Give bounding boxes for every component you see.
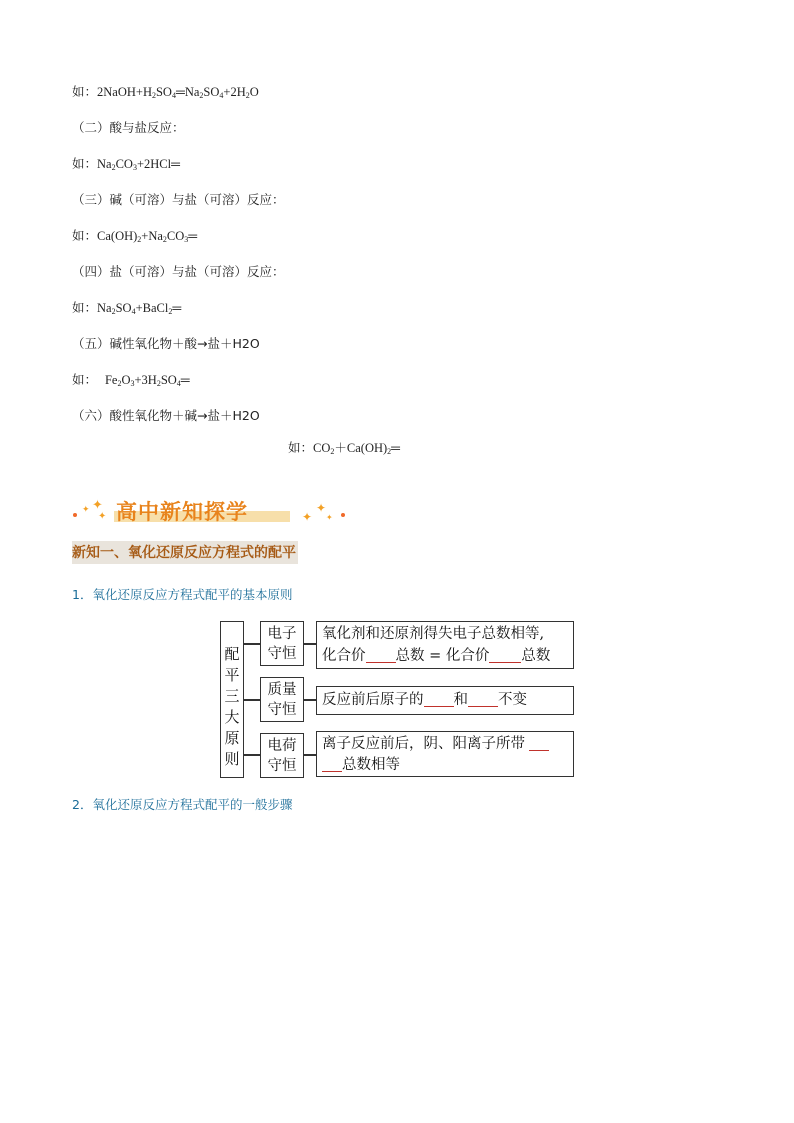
example-equation (72, 82, 259, 100)
node-label: 电子 守恒 (267, 626, 297, 662)
chemical-equation: $Ca(OH)_2+Na_2CO_3═$ (97, 229, 198, 244)
fill-blank (489, 646, 521, 663)
example-prefix: 如： (72, 300, 98, 315)
chemical-equation: $Na_2SO_4+BaCl_2═$ (97, 301, 182, 316)
fill-blank (529, 734, 549, 751)
diagram-connector (303, 643, 316, 645)
reaction-type-heading: （四）盐（可溶）与盐（可溶）反应： (72, 264, 285, 279)
diagram-connector (303, 699, 316, 701)
example-equation (72, 226, 197, 244)
desc-line (322, 689, 527, 711)
desc-text: 反应前后原子的 (322, 692, 424, 708)
sparkle-icon: ✦ (302, 510, 313, 524)
desc-text: 化合价 (322, 648, 366, 664)
example-prefix: 如： (288, 440, 314, 455)
desc-text: 总数 (521, 648, 551, 664)
chemical-equation: $Na_2CO_3+2HCl═$ (97, 157, 180, 172)
desc-text: 总数相等 (342, 757, 400, 773)
diagram-desc-charge (316, 731, 574, 777)
reaction-type-heading: （五）碱性氧化物＋酸→盐＋H2O (72, 336, 260, 351)
fill-blank (366, 646, 396, 663)
desc-line (322, 733, 549, 755)
banner-title: 高中新知探学 (116, 500, 248, 524)
example-prefix: 如： (72, 156, 98, 171)
sparkle-icon: ✦ (98, 511, 107, 522)
chemical-equation: $2NaOH+H_2SO_4═Na_2SO_4+2H_2O$ (97, 85, 259, 100)
diagram-connector (243, 699, 260, 701)
desc-line: 氧化剂和还原剂得失电子总数相等, (322, 626, 545, 642)
diagram-desc-electron (316, 621, 574, 669)
desc-line (322, 754, 400, 776)
diagram-connector (303, 754, 316, 756)
section-title: 新知一、氧化还原反应方程式的配平 (72, 541, 298, 564)
fill-blank (424, 690, 454, 707)
diagram-root-label: 配 平 三 大 原 则 (224, 645, 240, 768)
desc-line (322, 645, 550, 667)
desc-text: 离子反应前后，阴、阳离子所带 (322, 736, 525, 752)
fill-blank (322, 755, 342, 772)
example-equation (288, 438, 400, 456)
sparkle-icon: ✦ (316, 501, 327, 515)
node-label: 电荷 守恒 (267, 738, 297, 774)
reaction-type-heading: （二）酸与盐反应： (72, 120, 185, 135)
diagram-desc-mass (316, 686, 574, 715)
example-equation (72, 298, 181, 316)
decor-dot (73, 513, 77, 517)
desc-text: 和 (453, 692, 468, 708)
example-prefix: 如： (72, 84, 98, 99)
diagram-node-mass (260, 677, 304, 722)
fill-blank (468, 690, 498, 707)
example-equation (72, 370, 190, 388)
diagram-node-electron (260, 621, 304, 666)
desc-text: 不变 (498, 692, 527, 708)
desc-text: 总数 = 化合价 (395, 648, 490, 664)
subheading-steps: 2．氧化还原反应方程式配平的一般步骤 (72, 797, 293, 812)
diagram-connector (243, 643, 260, 645)
sparkle-icon: ✦ (326, 513, 333, 522)
section-banner (70, 494, 350, 530)
diagram-root-box (220, 621, 244, 778)
reaction-type-heading: （六）酸性氧化物＋碱→盐＋H2O (72, 408, 260, 423)
example-equation (72, 154, 180, 172)
node-label: 质量 守恒 (267, 682, 297, 718)
example-prefix: 如： (72, 228, 98, 243)
chemical-equation: $CO_2+Ca(OH)_2═$ (313, 441, 401, 456)
decor-dot (341, 513, 345, 517)
subheading-principles: 1．氧化还原反应方程式配平的基本原则 (72, 587, 293, 602)
reaction-type-heading: （三）碱（可溶）与盐（可溶）反应： (72, 192, 285, 207)
diagram-connector (243, 754, 260, 756)
chemical-equation: $Fe_2O_3+3H_2SO_4═$ (104, 373, 190, 388)
diagram-node-charge (260, 733, 304, 778)
sparkle-icon: ✦ (82, 505, 90, 515)
example-prefix: 如： (72, 372, 105, 387)
sparkle-icon: ✦ (92, 498, 103, 513)
